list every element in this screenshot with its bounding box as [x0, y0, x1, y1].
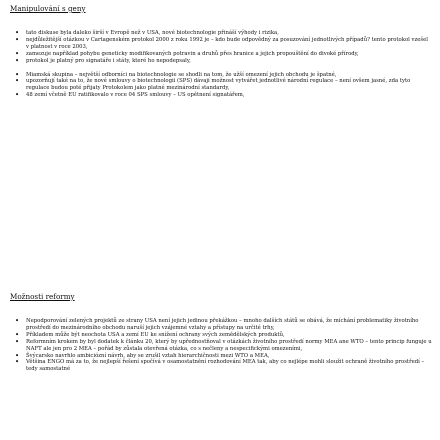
- section-heading-gene-manipulation: Manipulování s geny: [10, 4, 86, 13]
- bullet-list-reform-options: [14, 318, 432, 373]
- list-item: • Většina ENGO má za to, že nejlepší řešení spočívá v osamostatnění rozhodování MEA tak, aby co nejlépe mohli sloužit ochraně životního prostředí – tedy samostatné: [14, 359, 432, 373]
- list-item: • Miamská skupina – největší odborníci na biotechnologie se shodli na tom, že užší omezení jejich obchodu je špatné,: [14, 72, 432, 79]
- list-item: • upozorňují také na to, že nové smlouvy o biotechnologii (SPS) dávají možnost vytvářet jednotlivé národní regulace – není ovšem jasné, zda tyto regulace budou poté přijaty Protokolem jako platné mezinárodní standardy,: [14, 78, 432, 92]
- list-item: • zamezuje například pohybu geneticky modifikovaných potravin a druhů přes hranice a jejich propouštění do divoké přírody,: [14, 51, 432, 58]
- list-item: • tato diskuse byla daleko širší v Evropě než v USA, nové biotechnologie přináší výhody i rizika,: [14, 30, 432, 37]
- list-item: • Nepodporování zelených projektů ze strany USA není jejich jedinou překážkou – mnoho dalších států se obává, že míchání problematiky životního prostředí do mezinárodního obchodu naruší jejich vzájemné vztahy a přístupy na určité trhy,: [14, 318, 432, 332]
- bullet-list-gene-manipulation: [14, 30, 432, 99]
- list-item: • protokol je platný pro signatáře i státy, které ho nepodepsaly,: [14, 58, 432, 65]
- list-item: • Reformním krokem by byl dodatek k článku 20, který by upřednostňoval v otázkách životního prostředí normy MEA ane WTO – tento princip funguje u NAFT ale jen pro 2 MEA – pořád by zůstala otevřená otázka, co s nečleny a nespecifickými omezeními,: [14, 339, 432, 353]
- list-item: • 48 zemí včetně EU ratifikovalo v roce 04 SPS smlouvy – US opětnení signatářem,: [14, 92, 432, 99]
- list-item: • nejdůležitější otázkou v Cartagenském protokol 2000 z roku 1992 je – kdo bude odpovědný za posuzování jednotlivých případů? tento protokol vzešel v platnost v roce 2003,: [14, 37, 432, 51]
- section-heading-reform-options: Možnosti reformy: [10, 292, 75, 301]
- list-item: • Švýcarsko navrhlo ambiciózní návrh, aby se zrušil vztah hierarchičnosti mezi WTO a MEA,: [14, 353, 432, 360]
- list-item: • Příkladem může být neochota USA a zemí EU ke snížení ochrany svých zemědělských produktů,: [14, 332, 432, 339]
